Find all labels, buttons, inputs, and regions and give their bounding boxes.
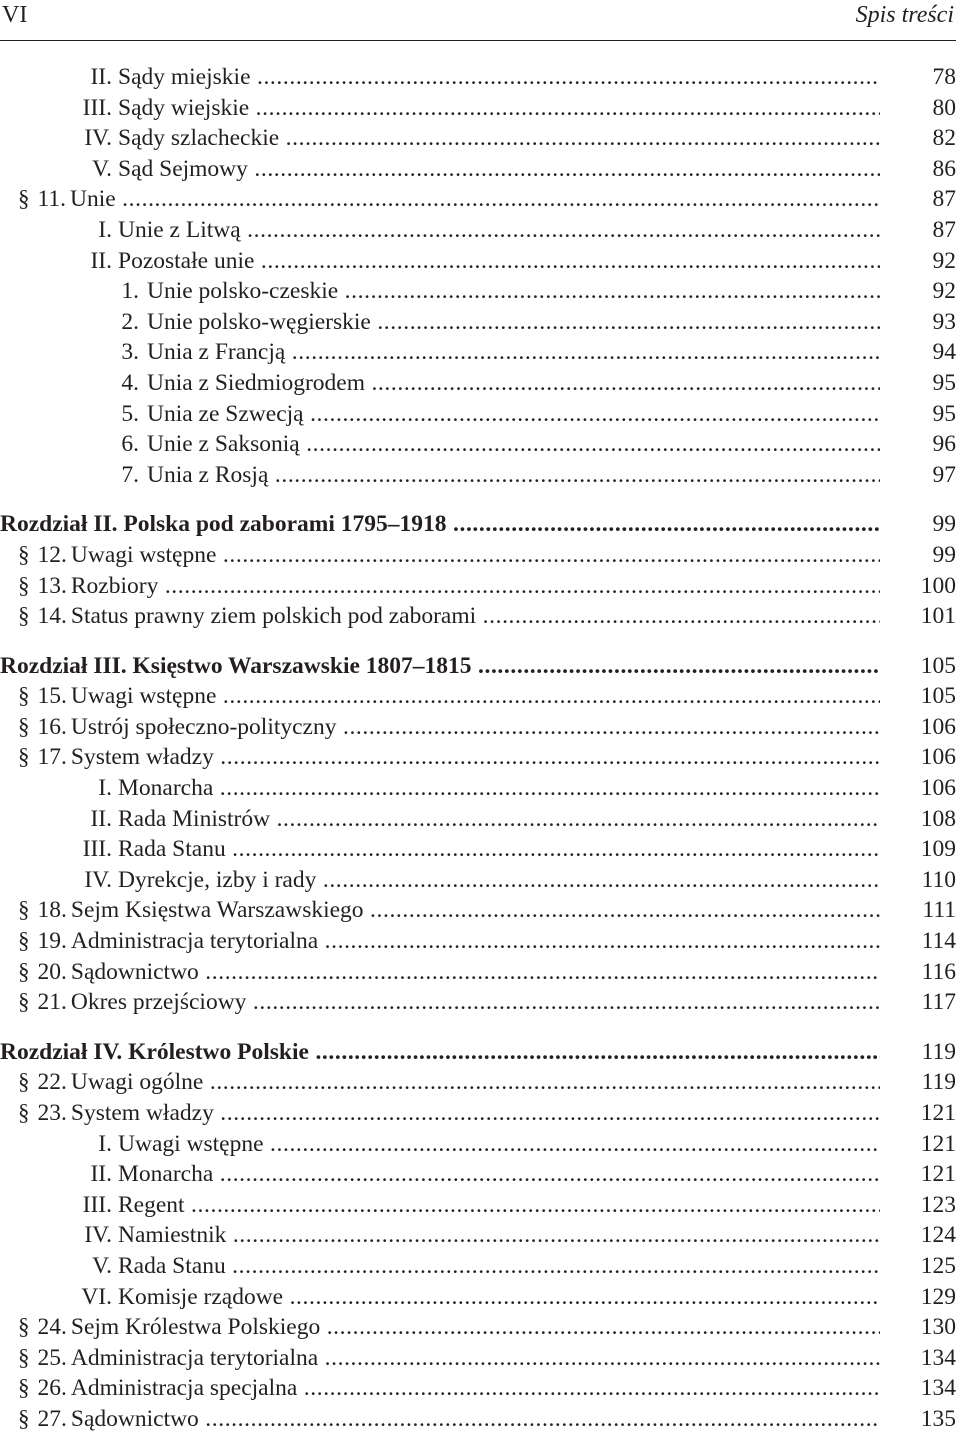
toc-entry-label	[0, 154, 880, 185]
toc-page-number: 129	[920, 1283, 956, 1310]
toc-entry-title: Sąd Sejmowy	[118, 155, 248, 182]
toc-entry-label	[0, 773, 880, 804]
toc-entry-number: II.	[90, 64, 112, 90]
toc-entry-label	[18, 1373, 880, 1404]
toc-entry-title: Monarcha	[118, 1161, 214, 1188]
toc-entry-title: Regent	[118, 1191, 185, 1218]
toc-entry-title: Rada Stanu	[118, 836, 226, 863]
section-sign: §	[18, 572, 30, 598]
toc-entry-label	[18, 601, 880, 632]
toc-page-number: 93	[932, 308, 956, 335]
toc-entry-title: Unia ze Szwecją	[147, 400, 304, 427]
section-sign: §	[18, 989, 30, 1015]
section-sign: §	[18, 897, 30, 923]
running-title: Spis treści	[855, 2, 954, 28]
toc-entry-title: Namiestnik	[118, 1222, 227, 1249]
toc-page-number: 121	[920, 1100, 956, 1126]
toc-page-number: 95	[932, 369, 956, 396]
toc-entry-title: System władzy	[70, 744, 214, 771]
toc-page-number: 106	[920, 713, 956, 740]
toc-entry	[0, 957, 956, 988]
toc-entry	[0, 895, 956, 926]
toc-page-number: 108	[920, 805, 956, 832]
toc-chapter-heading	[0, 509, 956, 540]
toc-entry-number: 13.	[37, 572, 67, 599]
section-sign: §	[18, 1314, 30, 1340]
toc-chapter-heading	[0, 1037, 956, 1068]
toc-entry-number: 24.	[37, 1314, 67, 1341]
section-sign: §	[18, 1405, 30, 1431]
toc-entry-number: 26.	[37, 1375, 67, 1402]
toc-entry-label	[18, 184, 880, 215]
toc-page-number: 111	[922, 897, 956, 924]
toc-page-number: 114	[921, 928, 956, 955]
toc-entry-title: Rozdział III. Księstwo Warszawskie 1807–1815	[0, 652, 472, 679]
toc-entry-label	[0, 1037, 880, 1068]
toc-entry	[0, 307, 956, 338]
toc-page-number: 80	[932, 94, 956, 121]
toc-entry-title: Unia z Francją	[147, 339, 286, 366]
toc-entry-label	[0, 62, 880, 93]
toc-entry-label	[0, 215, 880, 246]
toc-page-number: 135	[920, 1405, 956, 1432]
toc-page-number: 130	[920, 1314, 956, 1341]
toc-entry-label	[0, 123, 880, 154]
toc-entry-title: Ustrój społeczno-polityczny	[70, 713, 337, 740]
toc-entry-number: 19.	[37, 928, 67, 955]
toc-entry-label	[0, 1129, 880, 1160]
toc-entry-label	[0, 276, 880, 307]
toc-entry-title: Pozostałe unie	[118, 247, 255, 274]
toc-page-number: 78	[932, 64, 956, 90]
toc-entry	[0, 1282, 956, 1313]
toc-page-number: 95	[932, 400, 956, 427]
toc-entry	[0, 337, 956, 368]
toc-entry-title: Uwagi wstępne	[118, 1130, 264, 1157]
toc-entry	[0, 399, 956, 430]
toc-entry-title: Administracja specjalna	[70, 1375, 298, 1402]
toc-page-number: 123	[920, 1191, 956, 1218]
toc-entry-number: 20.	[37, 958, 67, 985]
toc-entry-label	[0, 1190, 880, 1221]
toc-entry-number: 23.	[37, 1100, 67, 1126]
toc-entry-number: 4.	[121, 369, 139, 396]
toc-page-number: 116	[921, 958, 956, 985]
toc-page-number: 99	[932, 541, 956, 568]
toc-entry	[0, 601, 956, 632]
toc-entry-title: Unie	[70, 186, 116, 213]
toc-page-number: 92	[932, 278, 956, 305]
toc-entry-number: 15.	[37, 683, 67, 710]
toc-page-number: 86	[932, 155, 956, 182]
toc-entry-label	[18, 571, 880, 602]
toc-entry-label	[18, 540, 880, 571]
toc-page-number: 110	[921, 866, 956, 893]
section-sign: §	[18, 541, 30, 567]
section-sign: §	[18, 928, 30, 954]
toc-entry-label	[18, 742, 880, 773]
toc-entry-label	[18, 712, 880, 743]
toc-entry	[0, 1190, 956, 1221]
toc-entry-label	[0, 804, 880, 835]
toc-entry-title: Rozdział II. Polska pod zaborami 1795–1918	[0, 511, 447, 538]
toc-entry-title: Komisje rządowe	[118, 1283, 284, 1310]
toc-entry	[0, 1251, 956, 1282]
toc-page-number: 82	[932, 125, 956, 152]
toc-entry-label	[0, 368, 880, 399]
page-number-roman: VI	[2, 2, 28, 28]
toc-entry-title: Okres przejściowy	[70, 989, 247, 1016]
toc-page-number: 105	[920, 652, 956, 679]
toc-entry	[0, 460, 956, 491]
toc-entry-label	[0, 246, 880, 277]
toc-entry	[0, 987, 956, 1018]
toc-entry-label	[18, 1067, 880, 1098]
section-sign: §	[18, 1375, 30, 1401]
toc-entry	[0, 571, 956, 602]
toc-entry-number: 27.	[37, 1405, 67, 1432]
toc-entry-label	[0, 1251, 880, 1282]
toc-entry-label	[0, 1220, 880, 1251]
toc-entry-number: 18.	[37, 897, 67, 924]
toc-entry-title: Rada Ministrów	[118, 805, 271, 832]
section-sign: §	[18, 713, 30, 739]
toc-page-number: 125	[920, 1252, 956, 1279]
toc-entry-label	[18, 895, 880, 926]
toc-page-number: 121	[920, 1161, 956, 1188]
toc-entry-title: Sądownictwo	[70, 958, 199, 985]
toc-entry-number: IV.	[84, 125, 112, 152]
toc-entry-label	[0, 509, 880, 540]
toc-entry-number: 5.	[121, 400, 139, 427]
toc-entry	[0, 1098, 956, 1129]
toc-entry-number: II.	[90, 1161, 112, 1188]
toc-entry-title: Unie z Litwą	[118, 216, 241, 243]
toc-page-number: 94	[932, 339, 956, 366]
toc-entry-title: Administracja terytorialna	[70, 1344, 319, 1371]
toc-entry-number: II.	[90, 247, 112, 274]
toc-entry-title: Uwagi ogólne	[70, 1069, 204, 1096]
toc-entry-label	[0, 1282, 880, 1313]
toc-entry	[0, 246, 956, 277]
toc-entry	[0, 1067, 956, 1098]
toc-entry-label	[0, 399, 880, 430]
toc-entry	[0, 742, 956, 773]
toc-entry	[0, 834, 956, 865]
toc-entry-label	[0, 1159, 880, 1190]
toc-entry-title: Status prawny ziem polskich pod zaborami	[70, 603, 477, 630]
toc-chapter-heading	[0, 651, 956, 682]
toc-page-number: 105	[920, 683, 956, 710]
toc-page-number: 117	[921, 989, 956, 1016]
toc-entry-number: I.	[98, 775, 112, 802]
toc-entry-title: Sądy wiejskie	[118, 94, 250, 121]
toc-entry-label	[0, 93, 880, 124]
toc-page-number: 106	[920, 744, 956, 771]
toc-entry-number: 11.	[37, 186, 67, 213]
toc-entry-title: Uwagi wstępne	[70, 541, 217, 568]
toc-page-number: 100	[920, 572, 956, 599]
toc-entry-label	[0, 651, 880, 682]
toc-entry-title: Rozbiory	[70, 572, 159, 599]
toc-entry-label	[0, 307, 880, 338]
toc-entry	[0, 215, 956, 246]
toc-entry	[0, 276, 956, 307]
toc-page-number: 99	[932, 511, 956, 538]
toc-entry-number: 6.	[121, 431, 139, 458]
toc-entry-number: IV.	[84, 1222, 112, 1249]
toc-entry	[0, 154, 956, 185]
running-header	[0, 0, 956, 41]
toc-entry-number: 7.	[121, 461, 139, 488]
toc-entry	[0, 540, 956, 571]
toc-entry	[0, 62, 956, 93]
toc-entry-label	[18, 1098, 880, 1129]
toc-entry	[0, 1404, 956, 1435]
toc-entry	[0, 1373, 956, 1404]
toc-entry-title: Sądownictwo	[70, 1405, 199, 1432]
toc-entry-title: Sejm Księstwa Warszawskiego	[70, 897, 364, 924]
toc-entry-number: 25.	[37, 1344, 67, 1371]
toc-entry-label	[0, 865, 880, 896]
toc-entry-title: Unia z Siedmiogrodem	[147, 369, 365, 396]
toc-entry	[0, 123, 956, 154]
toc-entry-number: 3.	[121, 339, 139, 366]
toc-entry-title: Unie z Saksonią	[147, 431, 300, 458]
toc-entry	[0, 429, 956, 460]
toc-entry	[0, 1343, 956, 1374]
toc-entry-label	[0, 429, 880, 460]
toc-entry-label	[18, 1343, 880, 1374]
toc-entry-number: IV.	[84, 866, 112, 893]
toc-entry-label	[18, 1312, 880, 1343]
toc-entry-number: I.	[98, 1130, 112, 1157]
toc-entry-title: Monarcha	[118, 775, 214, 802]
toc-entry	[0, 865, 956, 896]
toc-entry	[0, 1220, 956, 1251]
toc-entry-title: Rada Stanu	[118, 1252, 226, 1279]
toc-page-number: 106	[920, 775, 956, 802]
toc-entry-title: Sejm Królestwa Polskiego	[70, 1314, 321, 1341]
section-sign: §	[18, 186, 30, 212]
toc-page-number: 119	[921, 1069, 956, 1096]
toc-page-number: 134	[920, 1344, 956, 1371]
toc-entry-number: III.	[82, 836, 112, 863]
toc-entry-label	[18, 926, 880, 957]
toc-entry	[0, 681, 956, 712]
toc-page-number: 124	[920, 1222, 956, 1249]
toc-entry-title: System władzy	[70, 1100, 214, 1126]
toc-entry-number: III.	[82, 1191, 112, 1218]
toc-entry-title: Rozdział IV. Królestwo Polskie	[0, 1038, 309, 1065]
toc-entry	[0, 712, 956, 743]
toc-entry	[0, 368, 956, 399]
toc-entry-number: 1.	[121, 278, 139, 305]
toc-entry	[0, 926, 956, 957]
toc-page-number: 87	[932, 186, 956, 213]
table-of-contents	[0, 62, 956, 1435]
toc-entry	[0, 1159, 956, 1190]
toc-entry-label	[0, 460, 880, 491]
toc-entry-number: 14.	[37, 603, 67, 630]
toc-entry-number: 21.	[37, 989, 67, 1016]
section-sign: §	[18, 1100, 30, 1125]
toc-page-number: 109	[920, 836, 956, 863]
toc-entry-number: III.	[82, 94, 112, 121]
toc-entry-title: Unia z Rosją	[147, 461, 269, 488]
toc-page-number: 97	[932, 461, 956, 488]
toc-page-number: 119	[921, 1038, 956, 1065]
toc-entry-label	[0, 834, 880, 865]
toc-entry-title: Sądy miejskie	[118, 64, 251, 90]
toc-entry	[0, 1312, 956, 1343]
toc-entry-number: 12.	[37, 541, 67, 568]
toc-entry-number: 16.	[37, 713, 67, 740]
toc-entry-label	[18, 1404, 880, 1435]
toc-entry-title: Sądy szlacheckie	[118, 125, 280, 152]
toc-entry-label	[0, 337, 880, 368]
toc-entry-title: Uwagi wstępne	[70, 683, 217, 710]
section-sign: §	[18, 1344, 30, 1370]
toc-entry-number: I.	[98, 216, 112, 243]
toc-entry-number: V.	[92, 155, 112, 182]
toc-entry	[0, 184, 956, 215]
toc-entry-label	[18, 987, 880, 1018]
section-sign: §	[18, 958, 30, 984]
section-sign: §	[18, 1069, 30, 1095]
toc-entry	[0, 93, 956, 124]
toc-entry	[0, 773, 956, 804]
toc-entry-number: VI.	[81, 1283, 112, 1310]
toc-entry-number: II.	[90, 805, 112, 832]
section-sign: §	[18, 744, 30, 770]
toc-entry	[0, 1129, 956, 1160]
toc-page-number: 96	[932, 431, 956, 458]
section-sign: §	[18, 683, 30, 709]
toc-entry-title: Unie polsko-czeskie	[147, 278, 339, 305]
toc-page-number: 134	[920, 1375, 956, 1402]
toc-page-number: 92	[932, 247, 956, 274]
toc-entry-title: Administracja terytorialna	[70, 928, 319, 955]
toc-entry-number: 22.	[37, 1069, 67, 1096]
toc-entry-number: 2.	[121, 308, 139, 335]
section-sign: §	[18, 603, 30, 629]
toc-page-number: 121	[920, 1130, 956, 1157]
toc-entry-label	[18, 681, 880, 712]
toc-page-number: 101	[920, 603, 956, 630]
toc-page-number: 87	[932, 216, 956, 243]
toc-entry-title: Dyrekcje, izby i rady	[118, 866, 317, 893]
toc-entry-label	[18, 957, 880, 988]
toc-entry-title: Unie polsko-węgierskie	[147, 308, 371, 335]
toc-entry-number: V.	[92, 1252, 112, 1279]
toc-entry-number: 17.	[37, 744, 67, 771]
toc-entry	[0, 804, 956, 835]
